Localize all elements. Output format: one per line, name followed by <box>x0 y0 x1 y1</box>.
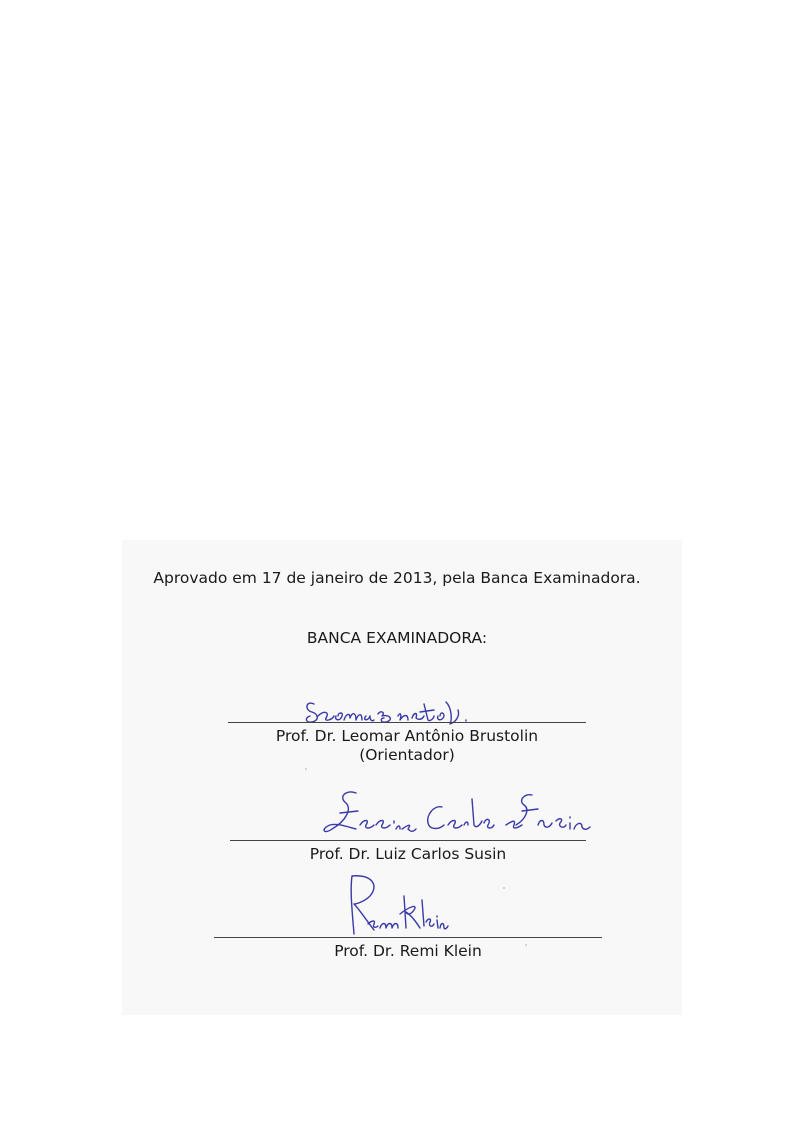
signature-susin <box>316 785 596 845</box>
signature-line <box>228 722 586 723</box>
signature-line <box>214 937 602 938</box>
signature-line <box>230 840 586 841</box>
signature-klein <box>340 870 450 940</box>
scan-speck <box>503 887 505 889</box>
examiner-name: Prof. Dr. Remi Klein <box>334 942 482 960</box>
approval-statement: Aprovado em 17 de janeiro de 2013, pela Banca Examinadora. <box>153 569 641 587</box>
scan-speck <box>305 768 307 770</box>
examiner-name: Prof. Dr. Leomar Antônio Brustolin <box>275 727 539 745</box>
examiner-name: Prof. Dr. Luiz Carlos Susin <box>309 845 507 863</box>
examiner-role: (Orientador) <box>359 746 455 764</box>
examiner-block-3 <box>214 937 602 961</box>
examiner-block-2 <box>230 840 586 864</box>
examining-board-heading: BANCA EXAMINADORA: <box>306 629 488 647</box>
examiner-block-1 <box>228 722 586 765</box>
